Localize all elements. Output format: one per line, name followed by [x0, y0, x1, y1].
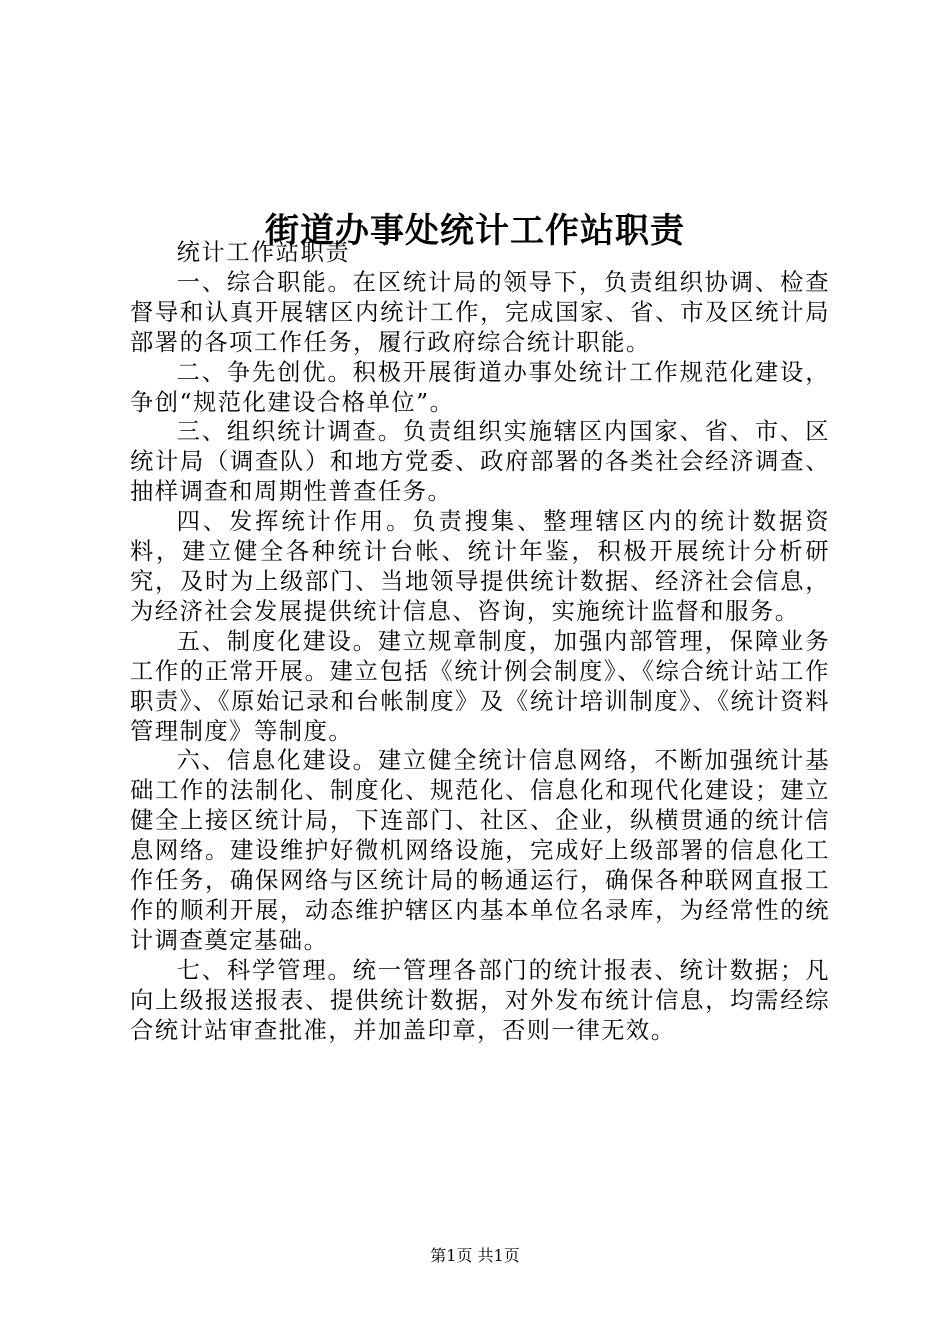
paragraph-duty-4: 四、发挥统计作用。负责搜集、整理辖区内的统计数据资料，建立健全各种统计台帐、统计年鉴，积极开展统计分析研究，及时为上级部门、当地领导提供统计数据、经济社会信息，为经济社会发展提供统计信息、咨询，实施统计监督和服务。	[130, 508, 830, 625]
paragraph-duty-2: 二、争先创优。积极开展街道办事处统计工作规范化建设，争创“规范化建设合格单位”。	[130, 358, 830, 416]
paragraph-duty-5: 五、制度化建设。建立规章制度，加强内部管理，保障业务工作的正常开展。建立包括《统计例会制度》、《综合统计站工作职责》、《原始记录和台帐制度》及《统计培训制度》、《统计资料管理制度》等制度。	[130, 627, 830, 745]
paragraph-duty-7: 七、科学管理。统一管理各部门的统计报表、统计数据；凡向上级报送报表、提供统计数据，对外发布统计信息，均需经综合统计站审查批准，并加盖印章，否则一律无效。	[130, 956, 830, 1044]
page-title: 街道办事处统计工作站职责	[265, 210, 685, 251]
document-body	[130, 238, 830, 1045]
paragraph-subtitle: 统计工作站职责	[176, 239, 351, 266]
paragraph-duty-1: 一、综合职能。在区统计局的领导下，负责组织协调、检查督导和认真开展辖区内统计工作，完成国家、省、市及区统计局部署的各项工作任务，履行政府综合统计职能。	[130, 268, 830, 356]
paragraph-duty-6: 六、信息化建设。建立健全统计信息网络，不断加强统计基础工作的法制化、制度化、规范化、信息化和现代化建设；建立健全上接区统计局，下连部门、社区、企业，纵横贯通的统计信息网络。建设维护好微机网络设施，完成好上级部署的信息化工作任务，确保网络与区统计局的畅通运行，确保各种联网直报工作的顺利开展，动态维护辖区内基本单位名录库，为经常性的统计调查奠定基础。	[130, 747, 830, 954]
page-footer: 第1页 共1页	[430, 1246, 520, 1265]
paragraph-duty-3: 三、组织统计调查。负责组织实施辖区内国家、省、市、区统计局（调查队）和地方党委、政府部署的各类社会经济调查、抽样调查和周期性普查任务。	[130, 418, 830, 506]
